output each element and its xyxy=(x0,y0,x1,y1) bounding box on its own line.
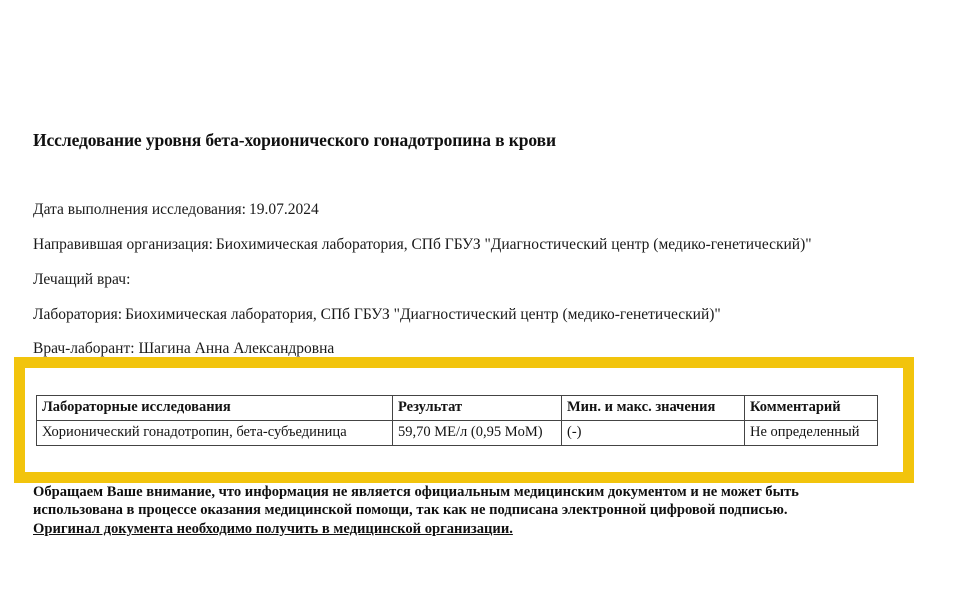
cell-result: 59,70 МЕ/л (0,95 MoM) xyxy=(393,421,562,446)
table-row xyxy=(37,421,878,446)
meta-value-exam-date: 19.07.2024 xyxy=(248,201,319,218)
column-header-comment: Комментарий xyxy=(745,396,878,421)
cell-range: (-) xyxy=(562,421,745,446)
column-header-result: Результат xyxy=(393,396,562,421)
table-header-row xyxy=(37,396,878,421)
meta-row-exam-date xyxy=(33,201,933,218)
document-metadata xyxy=(33,201,933,341)
meta-row-attending-doctor xyxy=(33,271,933,288)
meta-label-laboratory: Лаборатория: xyxy=(33,306,123,323)
meta-label-attending-doctor: Лечащий врач: xyxy=(33,271,131,288)
meta-value-laboratory: Биохимическая лаборатория, СПб ГБУЗ "Диагностический центр (медико-генетический)" xyxy=(125,306,721,323)
meta-label-exam-date: Дата выполнения исследования: xyxy=(33,201,246,218)
meta-row-lab-technician xyxy=(33,340,334,357)
cell-comment: Не определенный xyxy=(745,421,878,446)
meta-value-lab-technician: Шагина Анна Александровна xyxy=(138,340,335,357)
meta-row-referring-organization xyxy=(33,236,933,253)
disclaimer-text xyxy=(33,483,913,538)
lab-results-table xyxy=(36,395,878,446)
page-title: Исследование уровня бета-хорионического гонадотропина в крови xyxy=(33,130,556,150)
column-header-range: Мин. и макс. значения xyxy=(562,396,745,421)
meta-value-referring-organization: Биохимическая лаборатория, СПб ГБУЗ "Диагностический центр (медико-генетический)" xyxy=(215,236,812,253)
column-header-test-name: Лабораторные исследования xyxy=(37,396,393,421)
disclaimer-line-2: использована в процессе оказания медицинской помощи, так как не подписана электронной цифровой подписью. xyxy=(33,502,788,519)
meta-row-laboratory xyxy=(33,306,933,323)
disclaimer-line-1: Обращаем Ваше внимание, что информация не является официальным медицинским документом и не может быть xyxy=(33,484,799,500)
meta-value-attending-doctor xyxy=(130,271,133,288)
cell-test-name: Хорионический гонадотропин, бета-субъединица xyxy=(37,421,393,446)
disclaimer-line-3: Оригинал документа необходимо получить в медицинской организации. xyxy=(33,520,513,537)
meta-label-lab-technician: Врач-лаборант: xyxy=(33,340,135,357)
meta-label-referring-organization: Направившая организация: xyxy=(33,236,213,253)
